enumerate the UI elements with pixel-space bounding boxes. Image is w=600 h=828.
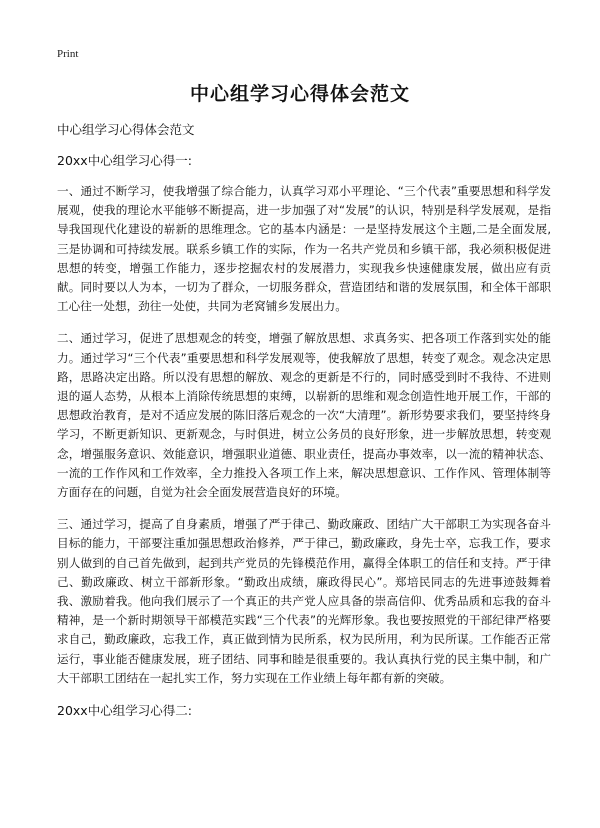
section-heading-one: 20xx中心组学习心得一:: [57, 153, 192, 168]
document-subtitle: 中心组学习心得体会范文: [57, 122, 195, 137]
paragraph-one: 一、通过不断学习，使我增强了综合能力，认真学习邓小平理论、“三个代表”重要思想和科学发展观，使我的理论水平能够不断提高，进一步加强了对“发展”的认识，特别是科学发展观，是指导我国现代化建设的崭新的思维理念。它的基本内涵是：一是坚持发展这个主题,二是全面发展,三是协调和可持续发展。联系乡镇工作的实际，作为一名共产党员和乡镇干部，我必须积极促进思想的转变，增强工作能力，逐步挖掘农村的发展潜力，实现我乡快速健康发展，做出应有贡献。同时要以人为本，一切为了群众，一切服务群众，营造团结和谐的发展氛围，和全体干部职工心往一处想，劲往一处使，共同为老窝铺乡发展出力。: [57, 184, 551, 314]
section-heading-two: 20xx中心组学习心得二:: [57, 703, 192, 719]
paragraph-three: 三、通过学习，提高了自身素质，增强了严于律己、勤政廉政、团结广大干部职工为实现各奋斗目标的能力，干部要注重加强思想政治修养，严于律己，勤政廉政，身先士卒，忘我工作，要求别人做到的自己首先做到，起到共产党员的先锋模范作用，赢得全体职工的信任和支持。严于律己、勤政廉政、树立干部新形象。“勤政出成绩，廉政得民心”。郑培民同志的先进事迹鼓舞着我、激励着我。他向我们展示了一个真正的共产党人应具备的崇高信仰、优秀品质和忘我的奋斗精神，是一个新时期领导干部模范实践“三个代表”的光辉形象。我也要按照党的干部纪律严格要求自己，勤政廉政，忘我工作，真正做到情为民所系，权为民所用，利为民所谋。工作能否正常运行，事业能否健康发展，班子团结、同事和睦是很重要的。我认真执行党的民主集中制，和广大干部职工团结在一起扎实工作，努力实现在工作业绩上每年都有新的突破。: [57, 517, 551, 685]
print-link[interactable]: Print: [57, 48, 79, 60]
document-title: 中心组学习心得体会范文: [189, 83, 410, 105]
document-body: [57, 120, 551, 732]
paragraph-two: 二、通过学习，促进了思想观念的转变，增强了解放思想、求真务实、把各项工作落到实处的能力。通过学习“三个代表”重要思想和科学发展观等，使我解放了思想，转变了观念。观念决定思路，思路决定出路。所以没有思想的解放、观念的更新是不行的，同时感受到时不我待、不进则退的逼人态势，从根本上消除传统思想的束缚，以崭新的思维和观念创造性地开展工作，干部的思想政治教育，是对不适应发展的陈旧落后观念的一次“大清理”。新形势要求我们，要坚持终身学习，不断更新知识、更新观念，与时俱进，树立公务员的良好形象，进一步解放思想，转变观念，增强服务意识、效能意识，增强职业道德、职业责任，提高办事效率，以一流的精神状态、一流的工作作风和工作效率，全力推投入各项工作上来，解决思想意识、工作作风、管理体制等方面存在的问题，自觉为社会全面发展营造良好的环境。: [57, 331, 551, 500]
